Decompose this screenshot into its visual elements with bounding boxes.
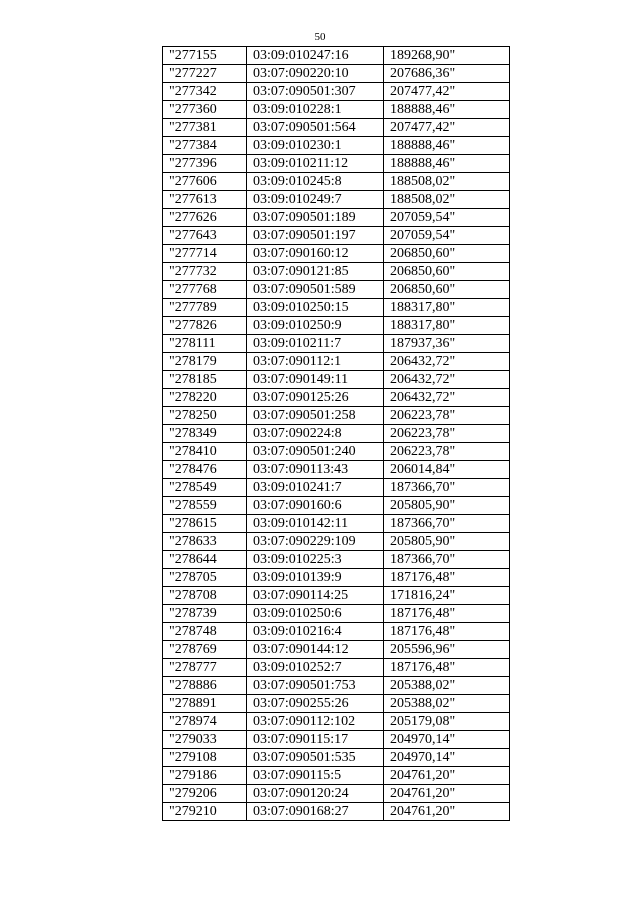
amount-cell: 187366,70" bbox=[384, 479, 510, 497]
record-number-cell: "277732 bbox=[163, 263, 247, 281]
cadastral-number-cell: 03:07:090501:753 bbox=[247, 677, 384, 695]
table-row bbox=[163, 155, 510, 173]
table-row bbox=[163, 191, 510, 209]
table-row bbox=[163, 353, 510, 371]
record-number-cell: "278549 bbox=[163, 479, 247, 497]
table-row bbox=[163, 803, 510, 821]
cadastral-number-cell: 03:07:090501:197 bbox=[247, 227, 384, 245]
amount-cell: 207059,54" bbox=[384, 227, 510, 245]
amount-cell: 205388,02" bbox=[384, 695, 510, 713]
amount-cell: 206223,78" bbox=[384, 407, 510, 425]
table-row bbox=[163, 515, 510, 533]
table-row bbox=[163, 83, 510, 101]
amount-cell: 187366,70" bbox=[384, 551, 510, 569]
cadastral-number-cell: 03:07:090149:11 bbox=[247, 371, 384, 389]
cadastral-number-cell: 03:07:090113:43 bbox=[247, 461, 384, 479]
table-body bbox=[163, 47, 510, 821]
amount-cell: 187176,48" bbox=[384, 659, 510, 677]
record-number-cell: "277396 bbox=[163, 155, 247, 173]
amount-cell: 205805,90" bbox=[384, 497, 510, 515]
data-table bbox=[162, 46, 510, 821]
table-row bbox=[163, 245, 510, 263]
table-row bbox=[163, 371, 510, 389]
cadastral-number-cell: 03:07:090121:85 bbox=[247, 263, 384, 281]
table-row bbox=[163, 551, 510, 569]
record-number-cell: "277155 bbox=[163, 47, 247, 65]
table-row bbox=[163, 497, 510, 515]
cadastral-number-cell: 03:07:090501:589 bbox=[247, 281, 384, 299]
amount-cell: 188317,80" bbox=[384, 299, 510, 317]
cadastral-number-cell: 03:07:090501:240 bbox=[247, 443, 384, 461]
amount-cell: 188317,80" bbox=[384, 317, 510, 335]
table-row bbox=[163, 785, 510, 803]
table-row bbox=[163, 209, 510, 227]
cadastral-number-cell: 03:07:090255:26 bbox=[247, 695, 384, 713]
table-row bbox=[163, 605, 510, 623]
table-row bbox=[163, 461, 510, 479]
record-number-cell: "277613 bbox=[163, 191, 247, 209]
table-row bbox=[163, 479, 510, 497]
record-number-cell: "278705 bbox=[163, 569, 247, 587]
cadastral-number-cell: 03:09:010250:15 bbox=[247, 299, 384, 317]
table-row bbox=[163, 443, 510, 461]
cadastral-number-cell: 03:09:010225:3 bbox=[247, 551, 384, 569]
table-row bbox=[163, 659, 510, 677]
amount-cell: 188508,02" bbox=[384, 191, 510, 209]
table-row bbox=[163, 137, 510, 155]
amount-cell: 206850,60" bbox=[384, 263, 510, 281]
amount-cell: 205179,08" bbox=[384, 713, 510, 731]
record-number-cell: "279186 bbox=[163, 767, 247, 785]
record-number-cell: "278974 bbox=[163, 713, 247, 731]
amount-cell: 187176,48" bbox=[384, 569, 510, 587]
record-number-cell: "278220 bbox=[163, 389, 247, 407]
record-number-cell: "277643 bbox=[163, 227, 247, 245]
amount-cell: 187366,70" bbox=[384, 515, 510, 533]
cadastral-number-cell: 03:07:090144:12 bbox=[247, 641, 384, 659]
record-number-cell: "278748 bbox=[163, 623, 247, 641]
cadastral-number-cell: 03:09:010211:12 bbox=[247, 155, 384, 173]
record-number-cell: "278410 bbox=[163, 443, 247, 461]
amount-cell: 206850,60" bbox=[384, 281, 510, 299]
record-number-cell: "279108 bbox=[163, 749, 247, 767]
amount-cell: 188888,46" bbox=[384, 101, 510, 119]
amount-cell: 206432,72" bbox=[384, 353, 510, 371]
amount-cell: 204970,14" bbox=[384, 749, 510, 767]
cadastral-number-cell: 03:07:090168:27 bbox=[247, 803, 384, 821]
record-number-cell: "278615 bbox=[163, 515, 247, 533]
cadastral-number-cell: 03:09:010247:16 bbox=[247, 47, 384, 65]
cadastral-number-cell: 03:09:010228:1 bbox=[247, 101, 384, 119]
table-row bbox=[163, 749, 510, 767]
record-number-cell: "278777 bbox=[163, 659, 247, 677]
record-number-cell: "278179 bbox=[163, 353, 247, 371]
table-row bbox=[163, 227, 510, 245]
record-number-cell: "277626 bbox=[163, 209, 247, 227]
amount-cell: 206432,72" bbox=[384, 389, 510, 407]
cadastral-number-cell: 03:09:010211:7 bbox=[247, 335, 384, 353]
amount-cell: 187176,48" bbox=[384, 605, 510, 623]
table-row bbox=[163, 47, 510, 65]
table-row bbox=[163, 101, 510, 119]
amount-cell: 206850,60" bbox=[384, 245, 510, 263]
amount-cell: 207477,42" bbox=[384, 83, 510, 101]
amount-cell: 206223,78" bbox=[384, 425, 510, 443]
table-row bbox=[163, 425, 510, 443]
cadastral-number-cell: 03:07:090160:6 bbox=[247, 497, 384, 515]
table-row bbox=[163, 731, 510, 749]
record-number-cell: "278476 bbox=[163, 461, 247, 479]
cadastral-number-cell: 03:07:090501:564 bbox=[247, 119, 384, 137]
cadastral-number-cell: 03:07:090501:258 bbox=[247, 407, 384, 425]
record-number-cell: "278111 bbox=[163, 335, 247, 353]
amount-cell: 187176,48" bbox=[384, 623, 510, 641]
amount-cell: 188508,02" bbox=[384, 173, 510, 191]
cadastral-number-cell: 03:09:010142:11 bbox=[247, 515, 384, 533]
amount-cell: 204761,20" bbox=[384, 785, 510, 803]
table-row bbox=[163, 65, 510, 83]
amount-cell: 206432,72" bbox=[384, 371, 510, 389]
record-number-cell: "278349 bbox=[163, 425, 247, 443]
record-number-cell: "278769 bbox=[163, 641, 247, 659]
amount-cell: 206014,84" bbox=[384, 461, 510, 479]
amount-cell: 188888,46" bbox=[384, 155, 510, 173]
amount-cell: 205596,96" bbox=[384, 641, 510, 659]
table-row bbox=[163, 317, 510, 335]
record-number-cell: "277606 bbox=[163, 173, 247, 191]
record-number-cell: "277714 bbox=[163, 245, 247, 263]
cadastral-number-cell: 03:07:090160:12 bbox=[247, 245, 384, 263]
cadastral-number-cell: 03:07:090501:307 bbox=[247, 83, 384, 101]
amount-cell: 206223,78" bbox=[384, 443, 510, 461]
cadastral-number-cell: 03:07:090115:17 bbox=[247, 731, 384, 749]
cadastral-number-cell: 03:07:090115:5 bbox=[247, 767, 384, 785]
record-number-cell: "278891 bbox=[163, 695, 247, 713]
page-number: 50 bbox=[314, 31, 326, 43]
table-row bbox=[163, 587, 510, 605]
amount-cell: 207477,42" bbox=[384, 119, 510, 137]
table-row bbox=[163, 389, 510, 407]
amount-cell: 204761,20" bbox=[384, 803, 510, 821]
cadastral-number-cell: 03:09:010250:6 bbox=[247, 605, 384, 623]
record-number-cell: "278559 bbox=[163, 497, 247, 515]
cadastral-number-cell: 03:07:090220:10 bbox=[247, 65, 384, 83]
amount-cell: 188888,46" bbox=[384, 137, 510, 155]
cadastral-number-cell: 03:09:010216:4 bbox=[247, 623, 384, 641]
record-number-cell: "278185 bbox=[163, 371, 247, 389]
cadastral-number-cell: 03:09:010249:7 bbox=[247, 191, 384, 209]
table-row bbox=[163, 677, 510, 695]
record-number-cell: "278739 bbox=[163, 605, 247, 623]
cadastral-number-cell: 03:09:010241:7 bbox=[247, 479, 384, 497]
amount-cell: 187937,36" bbox=[384, 335, 510, 353]
table-row bbox=[163, 407, 510, 425]
cadastral-number-cell: 03:07:090229:109 bbox=[247, 533, 384, 551]
table-row bbox=[163, 119, 510, 137]
record-number-cell: "278644 bbox=[163, 551, 247, 569]
table-row bbox=[163, 335, 510, 353]
table-row bbox=[163, 695, 510, 713]
table-row bbox=[163, 281, 510, 299]
record-number-cell: "277826 bbox=[163, 317, 247, 335]
cadastral-number-cell: 03:09:010139:9 bbox=[247, 569, 384, 587]
table-row bbox=[163, 173, 510, 191]
record-number-cell: "277768 bbox=[163, 281, 247, 299]
table-row bbox=[163, 767, 510, 785]
amount-cell: 204970,14" bbox=[384, 731, 510, 749]
record-number-cell: "277381 bbox=[163, 119, 247, 137]
cadastral-number-cell: 03:07:090125:26 bbox=[247, 389, 384, 407]
table-row bbox=[163, 713, 510, 731]
record-number-cell: "277227 bbox=[163, 65, 247, 83]
cadastral-number-cell: 03:07:090120:24 bbox=[247, 785, 384, 803]
record-number-cell: "278250 bbox=[163, 407, 247, 425]
cadastral-number-cell: 03:07:090501:535 bbox=[247, 749, 384, 767]
record-number-cell: "278886 bbox=[163, 677, 247, 695]
cadastral-number-cell: 03:09:010252:7 bbox=[247, 659, 384, 677]
amount-cell: 205805,90" bbox=[384, 533, 510, 551]
amount-cell: 207059,54" bbox=[384, 209, 510, 227]
record-number-cell: "278633 bbox=[163, 533, 247, 551]
amount-cell: 205388,02" bbox=[384, 677, 510, 695]
table-row bbox=[163, 299, 510, 317]
table-row bbox=[163, 623, 510, 641]
cadastral-number-cell: 03:09:010250:9 bbox=[247, 317, 384, 335]
amount-cell: 204761,20" bbox=[384, 767, 510, 785]
record-number-cell: "277789 bbox=[163, 299, 247, 317]
cadastral-number-cell: 03:07:090501:189 bbox=[247, 209, 384, 227]
table-row bbox=[163, 533, 510, 551]
table-row bbox=[163, 569, 510, 587]
table-row bbox=[163, 263, 510, 281]
record-number-cell: "277360 bbox=[163, 101, 247, 119]
cadastral-number-cell: 03:09:010230:1 bbox=[247, 137, 384, 155]
record-number-cell: "277342 bbox=[163, 83, 247, 101]
cadastral-number-cell: 03:09:010245:8 bbox=[247, 173, 384, 191]
record-number-cell: "278708 bbox=[163, 587, 247, 605]
record-number-cell: "279206 bbox=[163, 785, 247, 803]
amount-cell: 207686,36" bbox=[384, 65, 510, 83]
cadastral-number-cell: 03:07:090224:8 bbox=[247, 425, 384, 443]
record-number-cell: "277384 bbox=[163, 137, 247, 155]
record-number-cell: "279210 bbox=[163, 803, 247, 821]
amount-cell: 171816,24" bbox=[384, 587, 510, 605]
table-row bbox=[163, 641, 510, 659]
amount-cell: 189268,90" bbox=[384, 47, 510, 65]
cadastral-number-cell: 03:07:090114:25 bbox=[247, 587, 384, 605]
cadastral-number-cell: 03:07:090112:1 bbox=[247, 353, 384, 371]
cadastral-number-cell: 03:07:090112:102 bbox=[247, 713, 384, 731]
record-number-cell: "279033 bbox=[163, 731, 247, 749]
